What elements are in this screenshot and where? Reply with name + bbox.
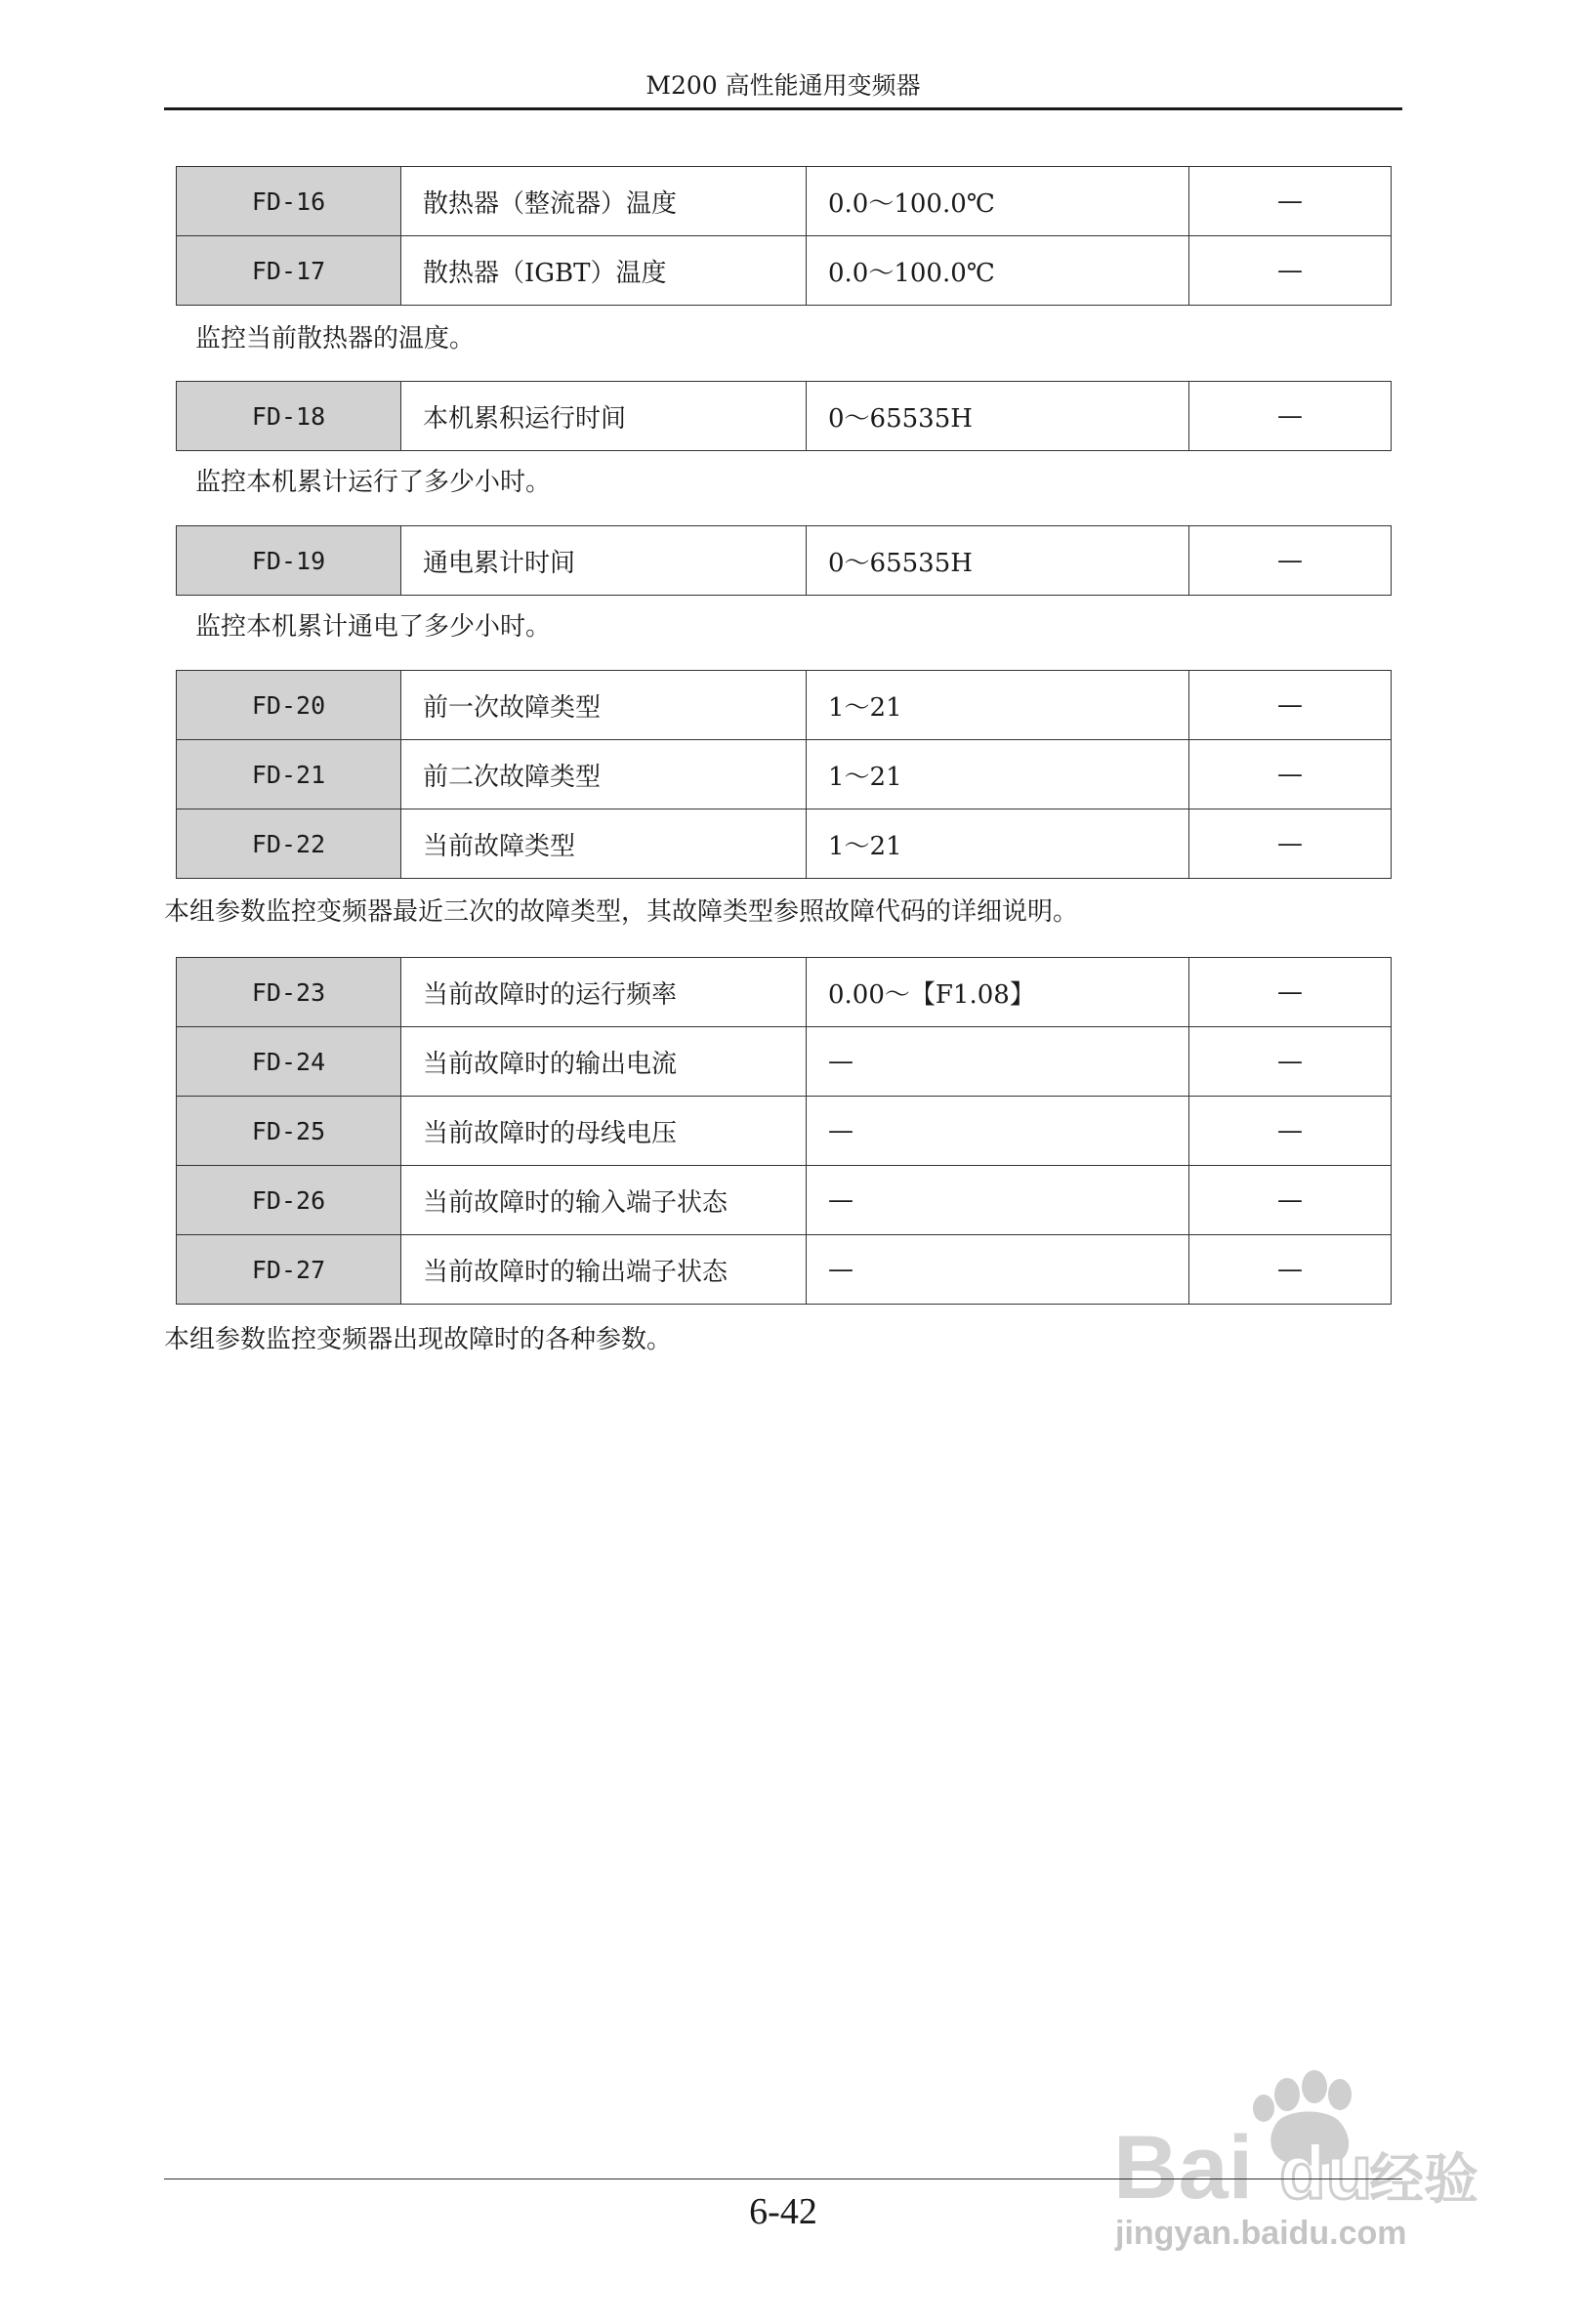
param-attr: — [1189, 958, 1392, 1027]
param-code: FD-24 [177, 1027, 401, 1097]
header-divider [164, 107, 1402, 110]
page-header-title: M200 高性能通用变频器 [645, 71, 921, 100]
param-range: 0～65535H [807, 526, 1189, 596]
page-number: 6-42 [749, 2191, 817, 2232]
param-name: 本机累积运行时间 [401, 382, 807, 451]
param-range: 0.00～【F1.08】 [807, 958, 1189, 1027]
svg-text:du: du [1279, 2129, 1373, 2212]
param-range: 1～21 [807, 809, 1189, 879]
note-fault-snapshot: 本组参数监控变频器出现故障时的各种参数。 [164, 1325, 673, 1354]
param-name: 散热器（IGBT）温度 [401, 236, 807, 306]
param-attr: — [1189, 809, 1392, 879]
param-range: 1～21 [807, 740, 1189, 809]
table-row [177, 1235, 1392, 1305]
table-row [177, 382, 1392, 451]
param-name: 当前故障时的输出电流 [401, 1027, 807, 1097]
table-row [177, 809, 1392, 879]
table-row [177, 1097, 1392, 1166]
param-table-fault-snapshot [176, 957, 1392, 1305]
table-row [177, 167, 1392, 236]
param-range: 0.0～100.0℃ [807, 167, 1189, 236]
param-table-power-time [176, 525, 1392, 596]
param-attr: — [1189, 1027, 1392, 1097]
param-code: FD-22 [177, 809, 401, 879]
param-attr: — [1189, 671, 1392, 740]
param-code: FD-16 [177, 167, 401, 236]
param-name: 前二次故障类型 [401, 740, 807, 809]
watermark-url: jingyan.baidu.com [1115, 2215, 1407, 2252]
param-name: 当前故障类型 [401, 809, 807, 879]
note-run-time: 监控本机累计运行了多少小时。 [195, 468, 552, 497]
param-attr: — [1189, 167, 1392, 236]
note-heatsink: 监控当前散热器的温度。 [195, 324, 476, 353]
param-code: FD-25 [177, 1097, 401, 1166]
param-range: 0～65535H [807, 382, 1189, 451]
table-row [177, 1027, 1392, 1097]
param-table-fault-types [176, 670, 1392, 879]
param-code: FD-26 [177, 1166, 401, 1235]
param-code: FD-23 [177, 958, 401, 1027]
param-range: 1～21 [807, 671, 1189, 740]
param-name: 散热器（整流器）温度 [401, 167, 807, 236]
param-range: — [807, 1166, 1189, 1235]
param-name: 当前故障时的输入端子状态 [401, 1166, 807, 1235]
note-power-time: 监控本机累计通电了多少小时。 [195, 612, 552, 642]
param-code: FD-19 [177, 526, 401, 596]
table-row [177, 671, 1392, 740]
baidu-jingyan-watermark [1113, 2065, 1484, 2270]
param-name: 当前故障时的运行频率 [401, 958, 807, 1027]
param-attr: — [1189, 1166, 1392, 1235]
param-code: FD-17 [177, 236, 401, 306]
param-range: — [807, 1027, 1189, 1097]
param-code: FD-20 [177, 671, 401, 740]
param-attr: — [1189, 740, 1392, 809]
param-attr: — [1189, 236, 1392, 306]
param-table-run-time [176, 381, 1392, 451]
param-attr: — [1189, 526, 1392, 596]
param-name: 当前故障时的母线电压 [401, 1097, 807, 1166]
table-row [177, 1166, 1392, 1235]
svg-text:经验: 经验 [1369, 2148, 1478, 2210]
param-name: 通电累计时间 [401, 526, 807, 596]
param-attr: — [1189, 382, 1392, 451]
table-row [177, 740, 1392, 809]
param-code: FD-18 [177, 382, 401, 451]
param-code: FD-27 [177, 1235, 401, 1305]
note-fault-types: 本组参数监控变频器最近三次的故障类型，其故障类型参照故障代码的详细说明。 [164, 897, 1079, 927]
wm-logo-text: Bai [1113, 2118, 1254, 2212]
param-table-heatsink [176, 166, 1392, 306]
param-attr: — [1189, 1097, 1392, 1166]
param-range: — [807, 1235, 1189, 1305]
param-attr: — [1189, 1235, 1392, 1305]
param-range: — [807, 1097, 1189, 1166]
table-row [177, 236, 1392, 306]
param-name: 前一次故障类型 [401, 671, 807, 740]
table-row [177, 526, 1392, 596]
table-row [177, 958, 1392, 1027]
param-name: 当前故障时的输出端子状态 [401, 1235, 807, 1305]
param-code: FD-21 [177, 740, 401, 809]
param-range: 0.0～100.0℃ [807, 236, 1189, 306]
